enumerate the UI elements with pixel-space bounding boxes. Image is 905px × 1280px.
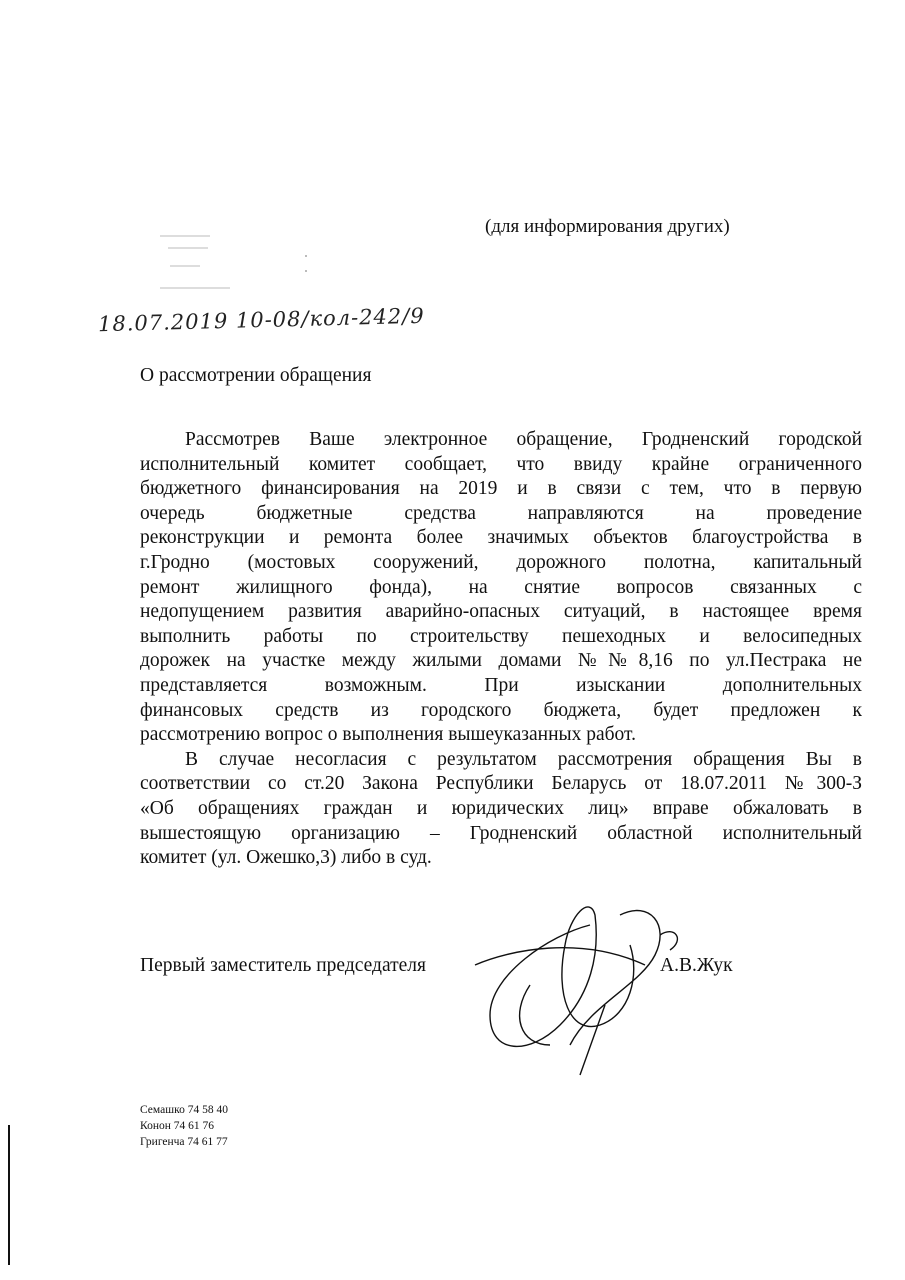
text-line: ремонт жилищного фонда), на снятие вопросов связанных с: [140, 576, 862, 598]
text-line: выполнить работы по строительству пешеходных и велосипедных: [140, 625, 862, 647]
text-line: соответствии со ст.20 Закона Республики Беларусь от 18.07.2011 №300-З: [140, 773, 862, 795]
text-line: очередь бюджетные средства направляются на проведение: [140, 502, 862, 524]
paragraph-1: [140, 428, 862, 748]
contact-line: Семашко 74 58 40: [140, 1104, 228, 1116]
text-line: исполнительный комитет сообщает, что ввиду крайне ограниченного: [140, 453, 862, 475]
text-line: реконструкции и ремонта более значимых объектов благоустройства в: [140, 527, 862, 549]
paragraph-2: [140, 748, 862, 871]
text-line: финансовых средств из городского бюджета, будет предложен к: [140, 699, 862, 721]
contact-list: [140, 1102, 228, 1150]
text-line: «Об обращениях граждан и юридических лиц» вправе обжаловать в: [140, 797, 862, 819]
distribution-note: (для информирования других): [485, 216, 730, 237]
scan-edge-line: [8, 1125, 10, 1265]
text-line: бюджетного финансирования на 2019 и в связи с тем, что в первую: [140, 478, 862, 500]
faded-stamp: [140, 225, 320, 305]
handwritten-signature: [470, 895, 700, 1080]
text-line: дорожек на участке между жилыми домами №№8,16 по ул.Пестрака не: [140, 650, 862, 672]
text-line: недопущением развития аварийно-опасных ситуаций, в настоящее время: [140, 601, 862, 623]
contact-line: Конон 74 61 76: [140, 1120, 215, 1132]
text-line: представляется возможным. При изыскании дополнительных: [140, 674, 862, 696]
letter-body: [140, 428, 862, 871]
signatory-title: Первый заместитель председателя: [140, 955, 426, 976]
text-line: комитет (ул. Ожешко,3) либо в суд.: [140, 847, 432, 869]
text-line: г.Гродно (мостовых сооружений, дорожного полотна, капитальный: [140, 551, 862, 573]
text-line: рассмотрению вопрос о выполнения вышеуказанных работ.: [140, 724, 636, 746]
text-line: В случае несогласия с результатом рассмотрения обращения Вы в: [185, 748, 862, 770]
text-line: Рассмотрев Ваше электронное обращение, Гродненский городской: [185, 429, 862, 450]
contact-line: Григенча 74 61 77: [140, 1136, 228, 1148]
signatory-name: А.В.Жук: [660, 955, 733, 976]
registration-number-handwritten: 18.07.2019 10-08/кол-242/9: [97, 303, 425, 337]
text-line: вышестоящую организацию – Гродненский областной исполнительный: [140, 822, 862, 844]
letter-subject: О рассмотрении обращения: [140, 365, 372, 386]
